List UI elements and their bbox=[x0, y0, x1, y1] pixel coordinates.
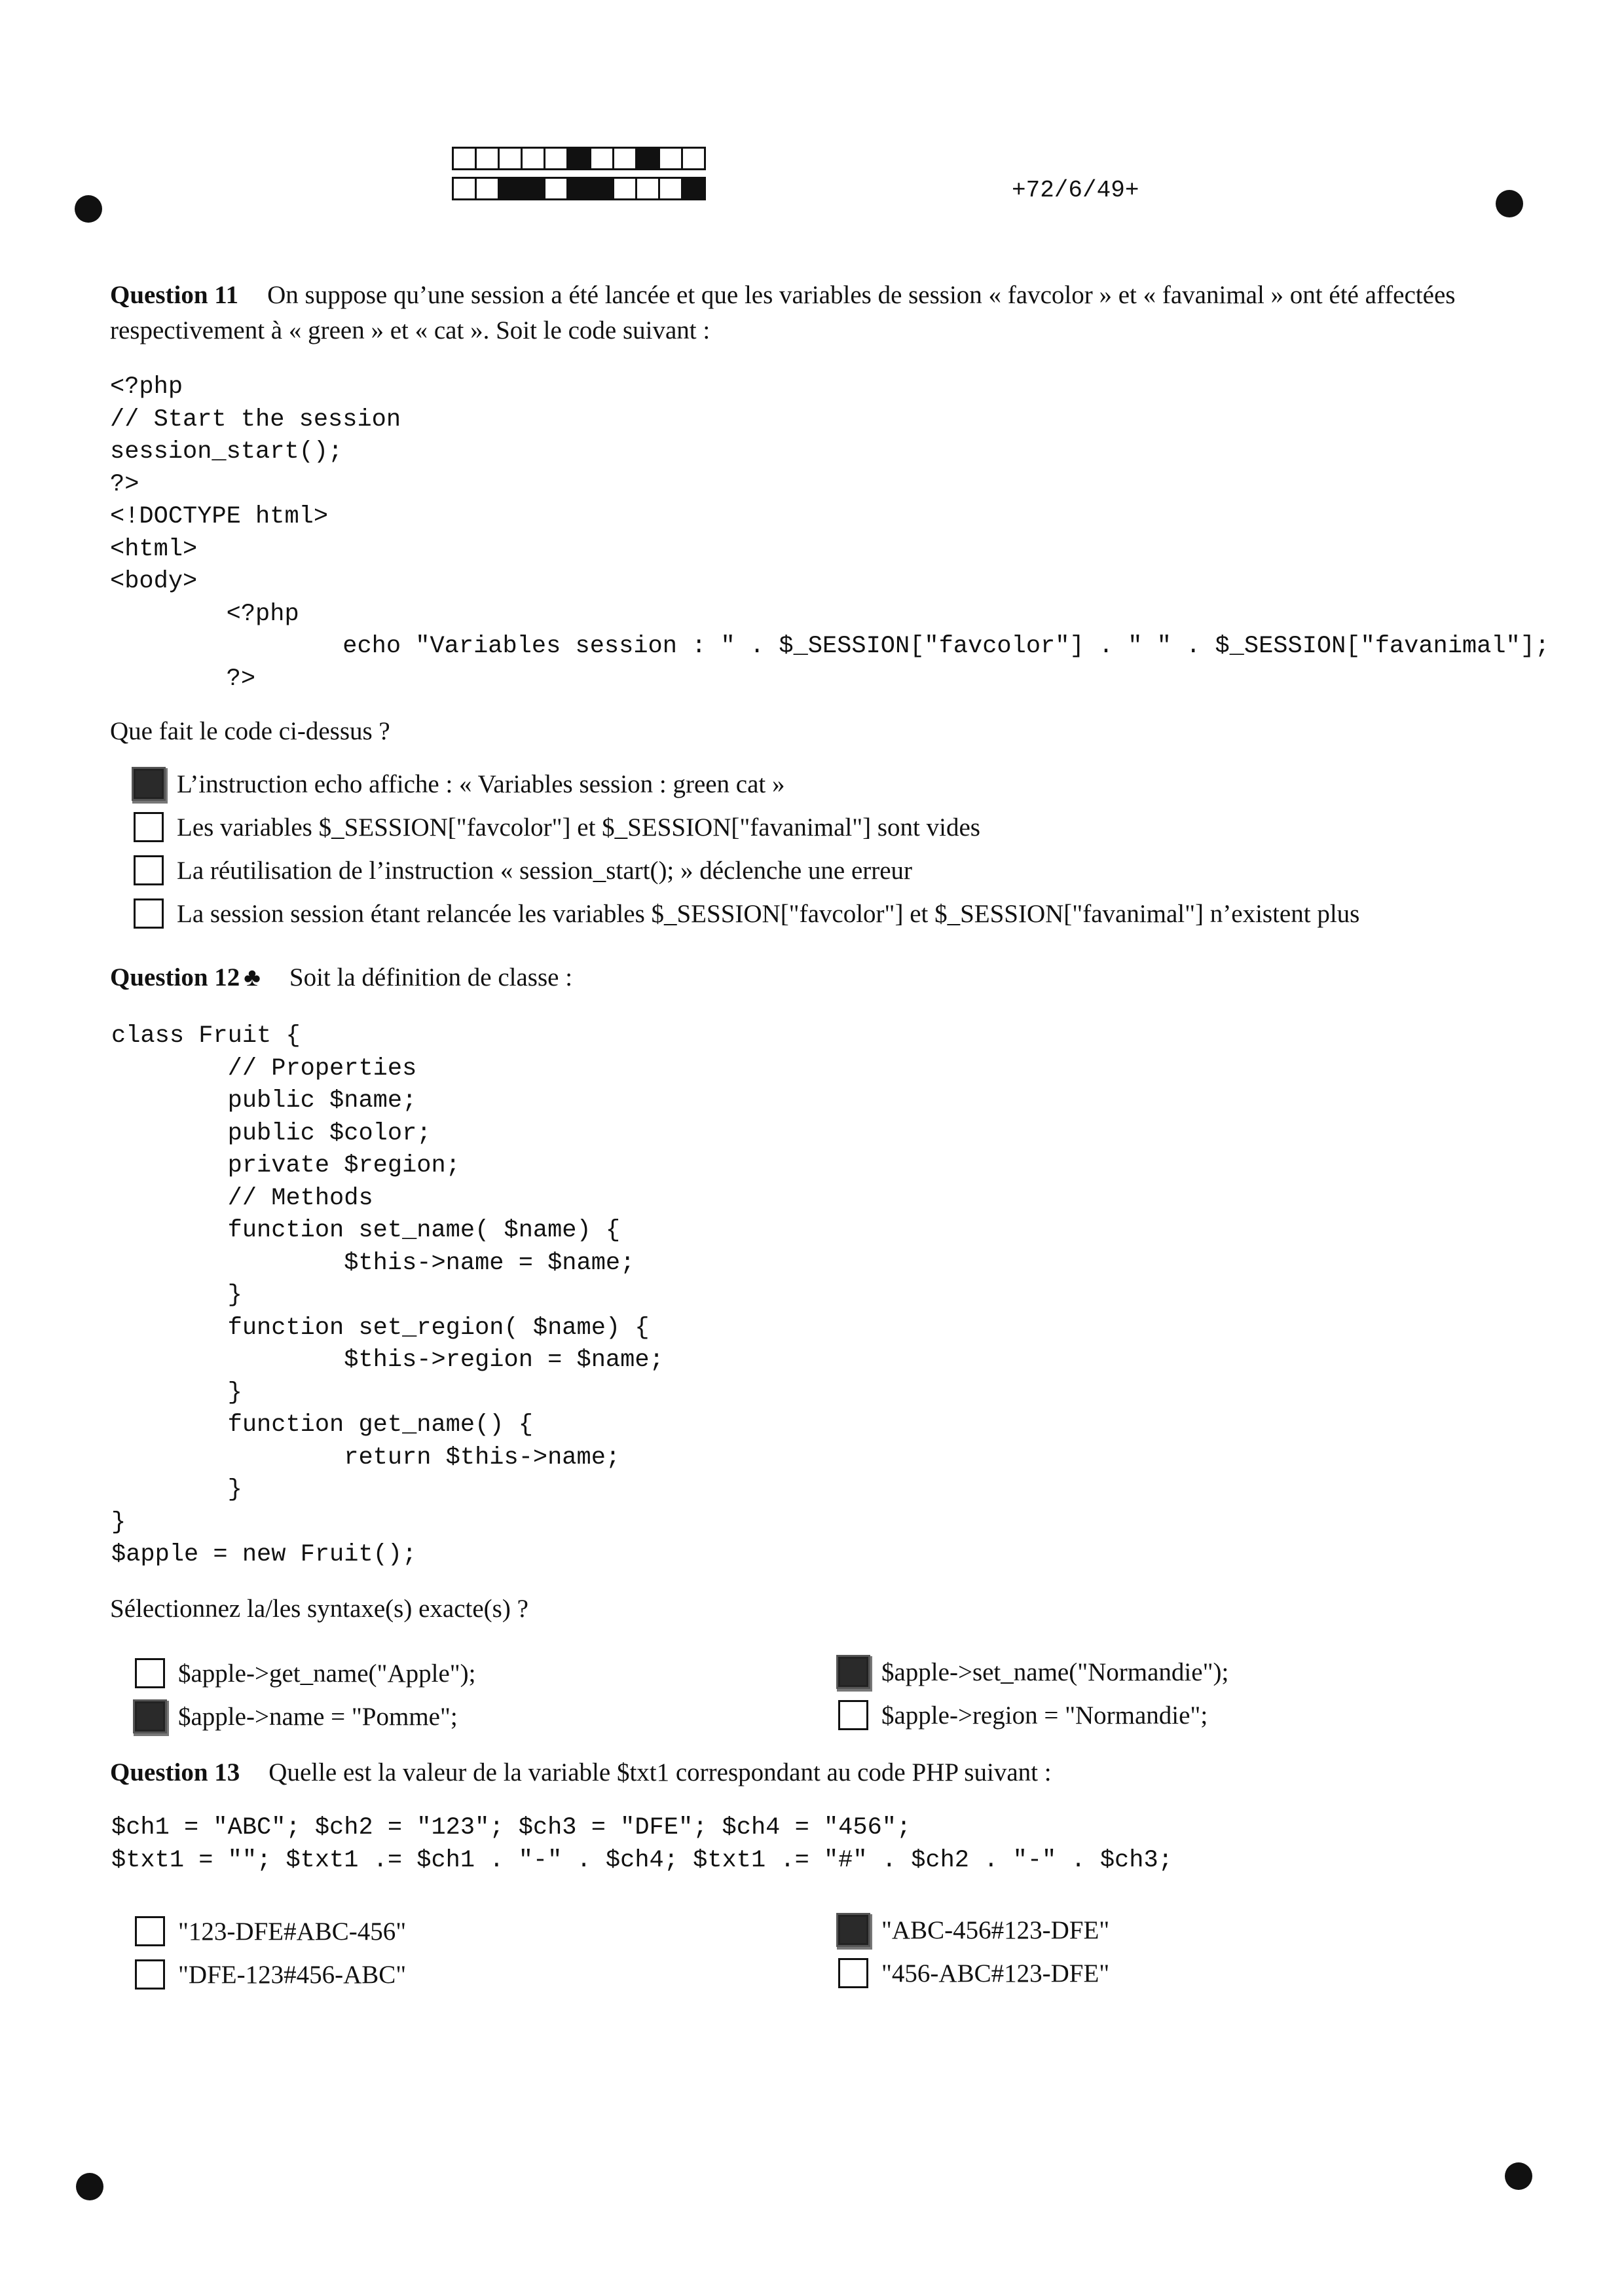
option-text: L’instruction echo affiche : « Variables session : green cat » bbox=[177, 769, 785, 798]
option-text: La session session étant relancée les variables $_SESSION["favcolor"] et $_SESSION["favanimal"] n’existent plus bbox=[177, 899, 1360, 928]
question-12-label: Question 12 bbox=[110, 963, 240, 991]
answer-checkbox[interactable] bbox=[838, 1915, 868, 1945]
barcode-cell bbox=[658, 177, 683, 200]
option-text: "456-ABC#123-DFE" bbox=[881, 1959, 1110, 1988]
question-13-option-3[interactable] bbox=[135, 1959, 406, 1990]
barcode-cell bbox=[452, 147, 477, 170]
question-11-text: On suppose qu’une session a été lancée et que les variables de session « favcolor » et « favanimal » ont été affectées respectivement à « green » et « cat ». Soit le code suivant : bbox=[110, 281, 1456, 344]
question-11-option-3[interactable] bbox=[134, 855, 912, 885]
question-13-label: Question 13 bbox=[110, 1758, 240, 1787]
question-12-prompt: Sélectionnez la/les syntaxe(s) exacte(s) ? bbox=[110, 1595, 528, 1623]
answer-checkbox[interactable] bbox=[134, 855, 164, 885]
question-11-code: <?php // Start the session session_start(); ?> <!DOCTYPE html> <html> <body> <?php echo "Variables session : " . $_SESSION["favcolor"] . " " . $_SESSION["favanimal"]; ?> bbox=[110, 373, 1550, 693]
option-text: "123-DFE#ABC-456" bbox=[178, 1917, 407, 1946]
registration-mark-top-left bbox=[75, 195, 102, 223]
barcode-cell bbox=[612, 177, 637, 200]
barcode-cell bbox=[635, 177, 660, 200]
barcode-cell bbox=[498, 147, 523, 170]
barcode-cell bbox=[566, 147, 591, 170]
question-12-option-4[interactable] bbox=[838, 1700, 1208, 1730]
question-12-code: class Fruit { // Properties public $name; public $color; private $region; // Methods function set_name( $name) { $this->name = $name; } function set_region( $name) { $this->region = $name; } function get_name() { return $this->name; } } $apple = new Fruit(); bbox=[111, 1022, 664, 1568]
question-11-option-1[interactable] bbox=[134, 769, 785, 799]
question-12-option-1[interactable] bbox=[135, 1658, 476, 1688]
barcode-cell bbox=[521, 147, 545, 170]
question-12-option-3[interactable] bbox=[135, 1701, 458, 1731]
barcode-cell bbox=[658, 147, 683, 170]
barcode-cell bbox=[544, 177, 568, 200]
answer-checkbox[interactable] bbox=[134, 812, 164, 842]
barcode-cell bbox=[475, 177, 500, 200]
answer-checkbox[interactable] bbox=[838, 1657, 868, 1687]
answer-checkbox[interactable] bbox=[134, 769, 164, 799]
option-text: $apple->region = "Normandie"; bbox=[881, 1701, 1208, 1730]
registration-mark-bottom-right bbox=[1505, 2162, 1532, 2190]
barcode-cell bbox=[521, 177, 545, 200]
answer-checkbox[interactable] bbox=[838, 1700, 868, 1730]
answer-checkbox[interactable] bbox=[134, 898, 164, 929]
barcode-cell bbox=[612, 147, 637, 170]
answer-checkbox[interactable] bbox=[135, 1658, 165, 1688]
option-text: "ABC-456#123-DFE" bbox=[881, 1916, 1110, 1944]
question-12-option-2[interactable] bbox=[838, 1657, 1228, 1687]
barcode-cell bbox=[544, 147, 568, 170]
barcode-cell bbox=[681, 177, 706, 200]
question-13-code: $ch1 = "ABC"; $ch2 = "123"; $ch3 = "DFE"; $ch4 = "456"; $txt1 = ""; $txt1 .= $ch1 . "-" . $ch4; $txt1 .= "#" . $ch2 . "-" . $ch3; bbox=[111, 1814, 1173, 1874]
option-text: Les variables $_SESSION["favcolor"] et $_SESSION["favanimal"] sont vides bbox=[177, 813, 980, 842]
option-text: $apple->name = "Pomme"; bbox=[178, 1702, 458, 1731]
question-11-option-4[interactable] bbox=[134, 898, 1359, 929]
question-13-option-4[interactable] bbox=[838, 1958, 1109, 1988]
question-13-option-2[interactable] bbox=[838, 1915, 1109, 1945]
answer-checkbox[interactable] bbox=[135, 1701, 165, 1731]
barcode-cell bbox=[498, 177, 523, 200]
option-text: $apple->set_name("Normandie"); bbox=[881, 1657, 1229, 1686]
barcode-cell bbox=[589, 147, 614, 170]
option-text: $apple->get_name("Apple"); bbox=[178, 1659, 476, 1688]
question-11-option-2[interactable] bbox=[134, 812, 980, 842]
question-11-statement bbox=[110, 278, 1538, 348]
barcode-cell bbox=[566, 177, 591, 200]
question-11-label: Question 11 bbox=[110, 281, 239, 309]
question-13-option-1[interactable] bbox=[135, 1916, 406, 1946]
registration-mark-top-right bbox=[1496, 190, 1523, 217]
registration-mark-bottom-left bbox=[76, 2173, 103, 2200]
barcode-cell bbox=[452, 177, 477, 200]
answer-checkbox[interactable] bbox=[838, 1958, 868, 1988]
barcode-cell bbox=[475, 147, 500, 170]
barcode-cell bbox=[681, 147, 706, 170]
question-13-text: Quelle est la valeur de la variable $txt1 correspondant au code PHP suivant : bbox=[268, 1758, 1052, 1787]
question-13-statement bbox=[110, 1755, 1538, 1790]
option-text: "DFE-123#456-ABC" bbox=[178, 1960, 407, 1989]
question-12-text: Soit la définition de classe : bbox=[289, 963, 573, 991]
option-text: La réutilisation de l’instruction « session_start(); » déclenche une erreur bbox=[177, 856, 913, 885]
club-icon: ♣ bbox=[244, 963, 261, 991]
barcode-cell bbox=[635, 147, 660, 170]
question-11-prompt: Que fait le code ci-dessus ? bbox=[110, 717, 390, 745]
answer-checkbox[interactable] bbox=[135, 1959, 165, 1990]
barcode-row-2 bbox=[452, 177, 704, 200]
barcode-row-1 bbox=[452, 147, 704, 170]
question-12-statement bbox=[110, 960, 1538, 995]
page-id: +72/6/49+ bbox=[1012, 177, 1139, 204]
answer-checkbox[interactable] bbox=[135, 1916, 165, 1946]
barcode-cell bbox=[589, 177, 614, 200]
